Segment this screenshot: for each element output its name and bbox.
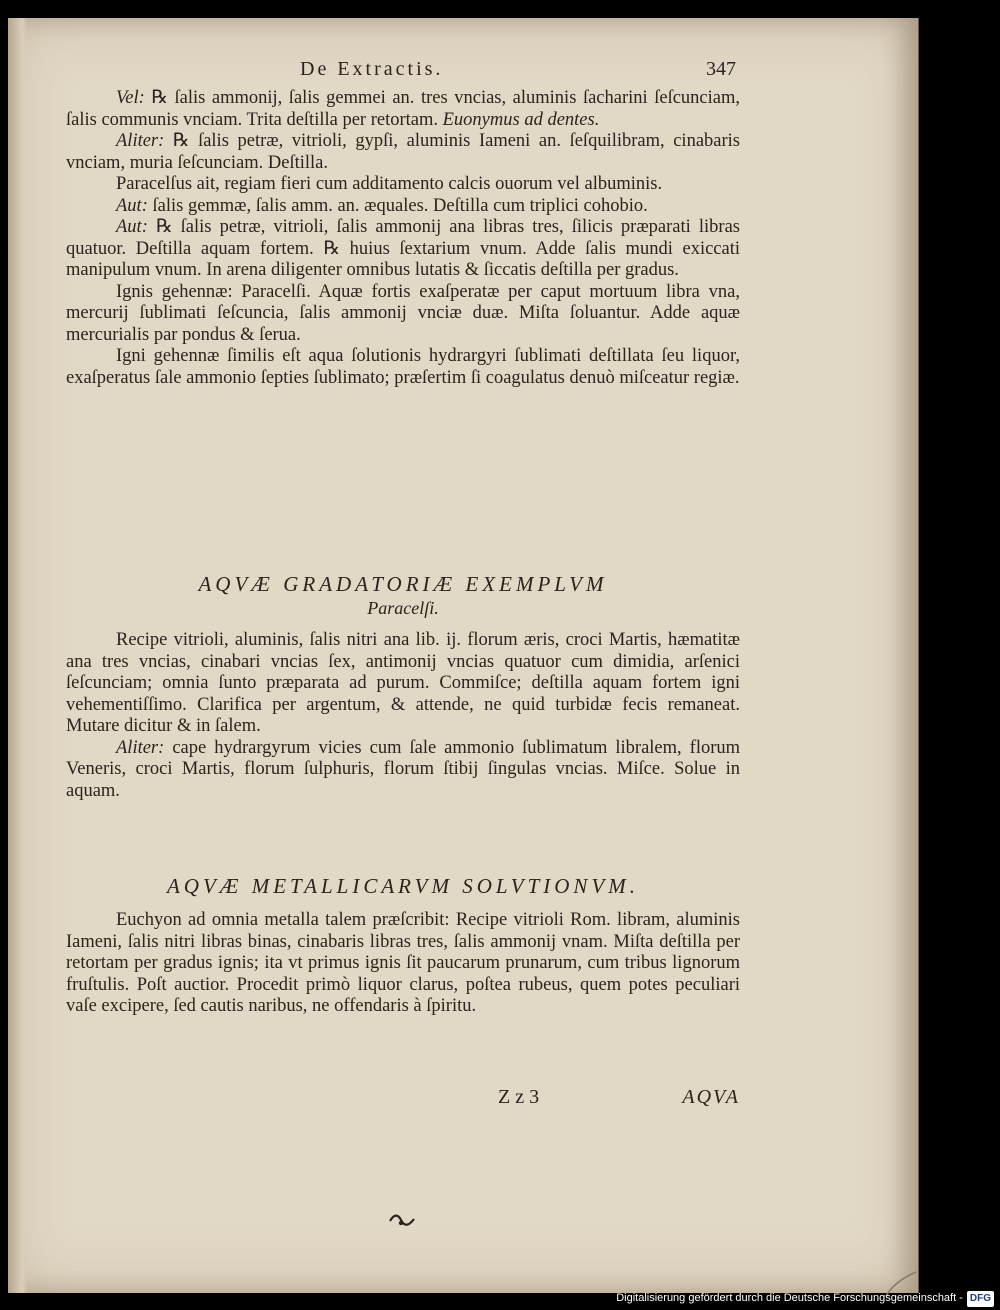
- paragraph: [66, 346, 740, 389]
- paragraph-label: Aut:: [116, 217, 148, 237]
- paragraph-text: ſalis gemmæ, ſalis amm. an. æquales. Deſtilla cum triplici cohobio.: [152, 195, 648, 216]
- running-header: [300, 58, 746, 84]
- running-title: De Extractis.: [300, 58, 444, 80]
- paragraph: [66, 217, 740, 282]
- paragraph: [66, 282, 740, 347]
- paragraph-tail: Euonymus ad dentes.: [442, 109, 600, 130]
- text-block-3: [66, 910, 740, 1018]
- paragraph-text: ℞ ſalis petræ, vitrioli, gypſi, aluminis Iameni an. ſeſquilibram, cinabaris vnciam, muria ſeſcunciam. Deſtilla.: [66, 131, 740, 173]
- section-heading: AQVÆ GRADATORIÆ EXEMPLVM: [198, 572, 608, 596]
- paragraph: [66, 174, 740, 196]
- text-block-2: [66, 630, 740, 802]
- signature-mark: Z z 3: [498, 1086, 540, 1108]
- paragraph-label: Aliter:: [116, 131, 165, 151]
- paragraph-text: ℞ ſalis ammonij, ſalis gemmei an. tres vncias, aluminis ſacharini ſeſcunciam, ſalis communis vnciam. Trita deſtilla per retortam.: [66, 88, 740, 130]
- paragraph-label: Aliter:: [116, 737, 165, 758]
- paragraph: [66, 88, 740, 131]
- paragraph-text: cape hydrargyrum vicies cum ſale ammonio ſublimatum libralem, florum Veneris, croci Martis, florum ſulphuris, florum ſtibij ſingulas vncias. Miſce. Solue in aquam.: [66, 737, 741, 801]
- paragraph-text: Paracelſus ait, regiam fieri cum additamento calcis ouorum vel albuminis.: [116, 174, 663, 194]
- page-footer: [66, 1086, 740, 1112]
- paragraph: [66, 738, 740, 803]
- page-binding-shadow: [8, 18, 28, 1293]
- paragraph-text: Recipe vitrioli, aluminis, ſalis nitri ana lib. ij. florum æris, croci Martis, hæmatitæ ana tres vncias, cinabari vncias ſex, antimonij vncias quatuor cum dimidia, arſenici ſeſcunciam; omnia ſunto præparata ad purum. Commiſce; deſtilla aquam fortem igni vehementiſſimo. Clarifica per argentum, & attende, ne quid turbidæ fecis remaneat. Mutare dicitur & in ſalem.: [66, 630, 740, 736]
- paragraph: [66, 910, 740, 1018]
- text-block-1: [66, 88, 740, 389]
- dfg-logo: DFG: [967, 1291, 994, 1307]
- paragraph-label: Aut:: [116, 195, 148, 216]
- section-heading: AQVÆ METALLICARVM SOLVTIONVM.: [166, 874, 640, 898]
- paragraph-text: Euchyon ad omnia metalla talem præſcribit: Recipe vitrioli Rom. libram, aluminis Iameni, ſalis nitri libras binas, cinabaris libras tres, ſalis ammonij vnam. Miſta deſtilla per retortam per gradus ignis; ita vt primus ignis ſit paucarum prunarum, cum tribus lignorum fruſtulis. Poſt auctior. Procedit primò liquor clarus, poſtea rubeus, quem potes peculiari vaſe excipere, ſed cautis naribus, ne offendaris à ſpiritu.: [66, 910, 740, 1016]
- paragraph: [66, 131, 740, 174]
- paragraph-text: ℞ ſalis petræ, vitrioli, ſalis ammonij ana libras tres, ſilicis præparati libras quatuor. Deſtilla aquam fortem. ℞ huius ſextarium vnum. Adde ſalis mundi exiccati manipulum vnum. In arena diligenter omnibus lutatis & ſiccatis deſtilla per gradus.: [66, 217, 740, 280]
- paragraph: [66, 630, 740, 738]
- paragraph-text: Igni gehennæ ſimilis eſt aqua ſolutionis hydrargyri ſublimati deſtillata ſeu liquor, exaſperatus ſale ammonio ſepties ſublimato; præſertim ſi coagulatus denuò miſceatur regiæ.: [66, 346, 740, 388]
- credit-text: Digitalisierung gefördert durch die Deutsche Forschungsgemeinschaft -: [616, 1292, 963, 1304]
- digitization-credit: [616, 1290, 994, 1306]
- section-subheading: Paracelſi.: [367, 598, 439, 618]
- paragraph-label: Vel:: [116, 88, 145, 108]
- paragraph: [66, 196, 740, 218]
- ink-flourish-icon: [388, 1212, 416, 1230]
- paragraph-text: Ignis gehennæ: Paracelſi. Aquæ fortis exaſperatæ per caput mortuum libra vna, mercurij ſublimati ſeſcuncia, ſalis ammonij vnciæ duæ. Miſta ſoluantur. Adde aquæ mercurialis par pondus & ſerua.: [66, 281, 740, 345]
- page-number: 347: [706, 58, 736, 80]
- catchword: AQVA: [682, 1086, 740, 1108]
